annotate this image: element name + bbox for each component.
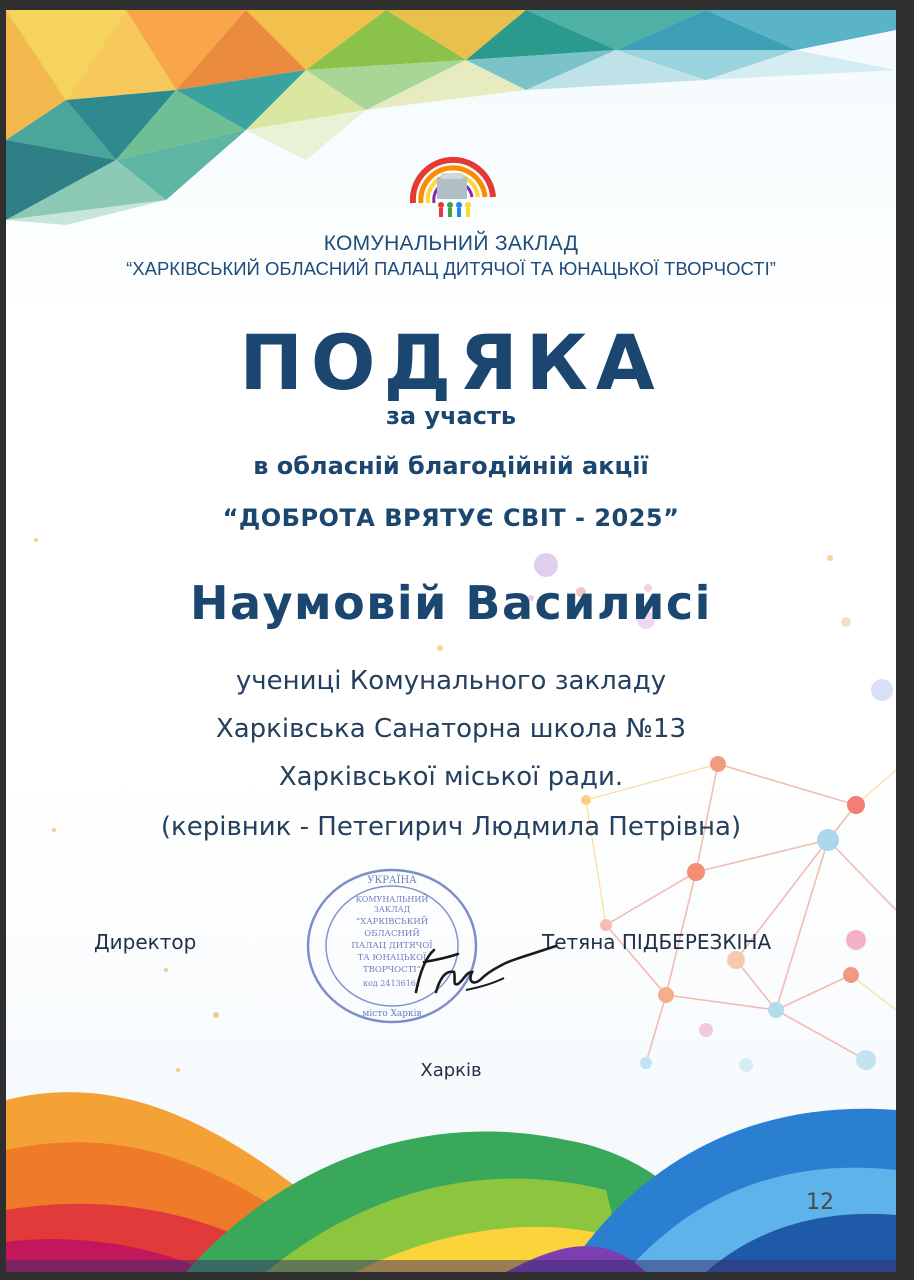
svg-text:ТА ЮНАЦЬКОЇ: ТА ЮНАЦЬКОЇ (357, 953, 427, 963)
signer-role: Директор (94, 930, 197, 954)
svg-text:“ХАРКІВСЬКИЙ: “ХАРКІВСЬКИЙ (355, 917, 429, 927)
certificate-sheet (6, 10, 896, 1272)
detail-line-3: Харківської міської ради. (278, 762, 624, 792)
rainbow-logo-icon (401, 147, 505, 227)
certificate-title: ПОДЯКА (239, 318, 663, 407)
page-number: 12 (806, 1190, 834, 1215)
city-name: Харків (420, 1060, 482, 1081)
svg-text:місто Харків: місто Харків (362, 1009, 422, 1019)
svg-text:ОБЛАСНИЙ: ОБЛАСНИЙ (364, 929, 420, 939)
detail-line-4: (керівник - Петегирич Людмила Петрівна) (160, 812, 742, 842)
detail-line-2: Харківська Санаторна школа №13 (215, 714, 687, 744)
svg-text:КОМУНАЛЬНИЙ: КОМУНАЛЬНИЙ (355, 895, 429, 904)
reason-line-3: “ДОБРОТА ВРЯТУЄ СВІТ - 2025” (222, 504, 680, 532)
institution-line-2: “ХАРКІВСЬКИЙ ОБЛАСНИЙ ПАЛАЦ ДИТЯЧОЇ ТА ЮНАЦЬКОЇ ТВОРЧОСТІ” (126, 258, 776, 279)
network-graphic (581, 756, 896, 1072)
bottom-ribbon-band (6, 1092, 896, 1272)
svg-text:УКРАЇНА: УКРАЇНА (367, 875, 417, 886)
handwritten-signature (406, 932, 566, 1002)
svg-text:ПАЛАЦ ДИТЯЧОЇ: ПАЛАЦ ДИТЯЧОЇ (351, 941, 433, 951)
recipient-name: Наумовій Василисі (190, 576, 712, 630)
reason-line-1: за участь (385, 402, 517, 430)
svg-text:код 24136161: код 24136161 (362, 979, 422, 988)
institution-line-1: КОМУНАЛЬНИЙ ЗАКЛАД (323, 232, 579, 255)
detail-line-1: учениці Комунального закладу (235, 666, 667, 696)
svg-text:ЗАКЛАД: ЗАКЛАД (373, 905, 411, 914)
reason-line-2: в обласній благодійній акції (253, 452, 649, 480)
signer-name: Тетяна ПІДБЕРЕЗКІНА (542, 930, 772, 954)
svg-text:ТВОРЧОСТІ”: ТВОРЧОСТІ” (362, 965, 422, 975)
